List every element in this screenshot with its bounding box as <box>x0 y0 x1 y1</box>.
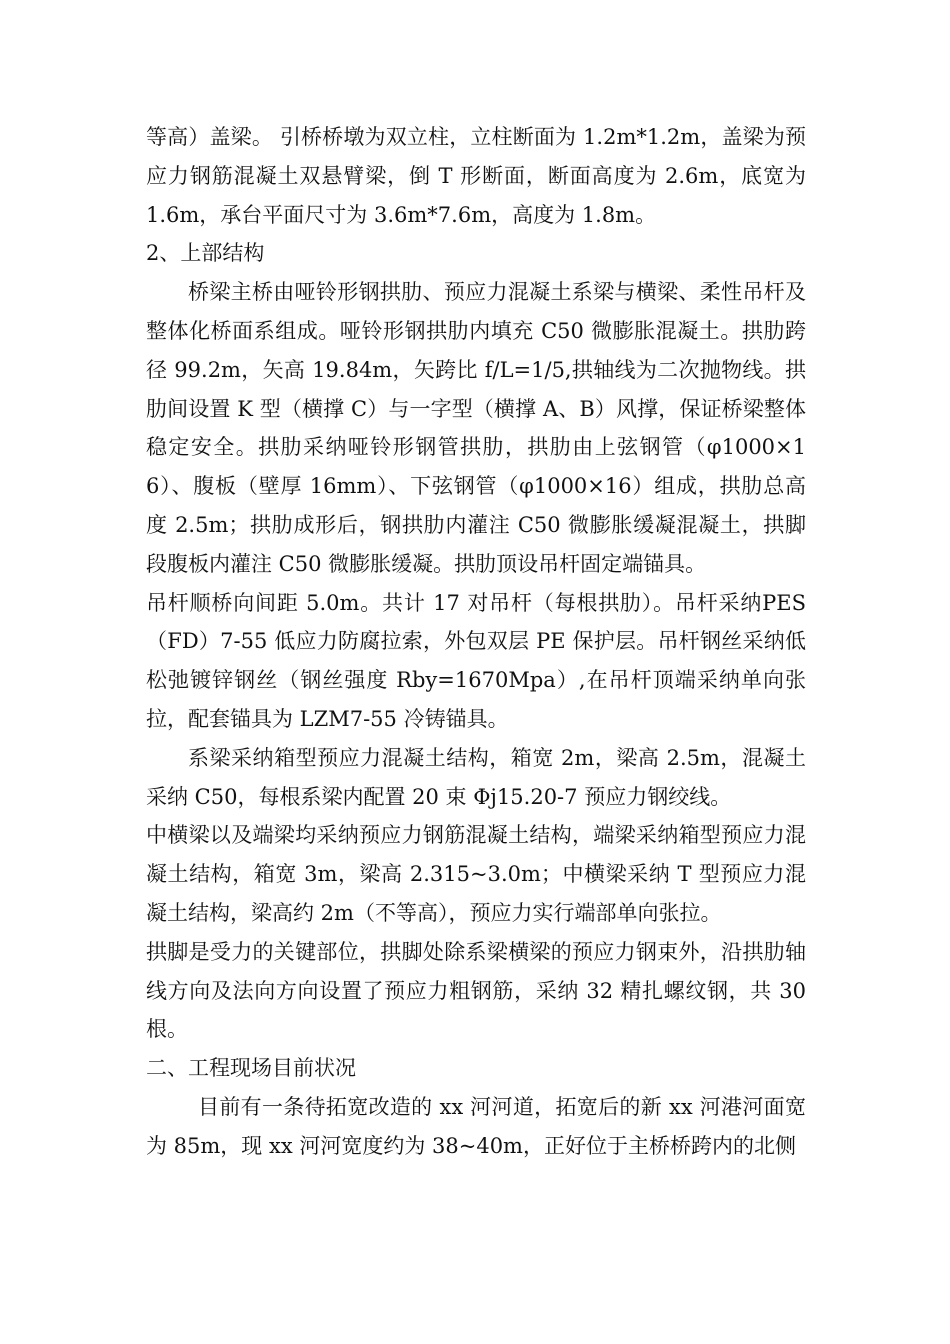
section-heading-superstructure: 2、上部结构 <box>146 241 265 266</box>
document-page <box>146 118 806 1166</box>
paragraph-arch-foot: 拱脚是受力的关键部位，拱脚处除系梁横梁的预应力钢束外，沿拱肋轴线方向及法向方向设置了预应力粗钢筋，采纳 32 精扎螺纹钢，共 30 根。 <box>146 939 806 1042</box>
paragraph-hanger-rods: 吊杆顺桥向间距 5.0m。共计 17 对吊杆（每根拱肋）。吊杆采纳PES（FD）7-55 低应力防腐拉索，外包双层 PE 保护层。吊杆钢丝采纳低松弛镀锌钢丝（钢丝强度 Rby=1670Mpa）,在吊杆顶端采纳单向张拉，配套锚具为 LZM7-55 冷铸锚具。 <box>146 590 806 731</box>
section-heading-site-status: 二、工程现场目前状况 <box>146 1056 356 1081</box>
paragraph-tie-beam: 系梁采纳箱型预应力混凝土结构，箱宽 2m，梁高 2.5m，混凝土采纳 C50，每根系梁内配置 20 束 Φj15.20-7 预应力钢绞线。 <box>146 745 806 809</box>
paragraph-pier-structure: 等高）盖梁。 引桥桥墩为双立柱，立柱断面为 1.2m*1.2m，盖梁为预应力钢筋混凝土双悬臂梁，倒 T 形断面，断面高度为 2.6m，底宽为 1.6m，承台平面尺寸为 3.6m*7.6m，高度为 1.8m。 <box>146 125 806 227</box>
paragraph-arch-rib: 桥梁主桥由哑铃形钢拱肋、预应力混凝土系梁与横梁、柔性吊杆及整体化桥面系组成。哑铃形钢拱肋内填充 C50 微膨胀混凝土。拱肋跨径 99.2m，矢高 19.84m，矢跨比 f/L=1/5,拱轴线为二次抛物线。拱肋间设置 K 型（横撑 C）与一字型（横撑 A、B）风撑，保证桥梁整体稳定安全。拱肋采纳哑铃形钢管拱肋，拱肋由上弦钢管（φ1000×16）、腹板（壁厚 16mm）、下弦钢管（φ1000×16）组成，拱肋总高度 2.5m；拱肋成形后，钢拱肋内灌注 C50 微膨胀缓凝混凝土，拱脚段腹板内灌注 C50 微膨胀缓凝。拱肋顶设吊杆固定端锚具。 <box>146 280 806 576</box>
paragraph-cross-beams: 中横梁以及端梁均采纳预应力钢筋混凝土结构，端梁采纳箱型预应力混凝土结构，箱宽 3m，梁高 2.315~3.0m；中横梁采纳 T 型预应力混凝土结构，梁高约 2m（不等高），预应力实行端部单向张拉。 <box>146 823 806 925</box>
paragraph-river-status: 目前有一条待拓宽改造的 xx 河河道，拓宽后的新 xx 河港河面宽为 85m，现 xx 河河宽度约为 38~40m，正好位于主桥桥跨内的北侧 <box>146 1094 806 1158</box>
